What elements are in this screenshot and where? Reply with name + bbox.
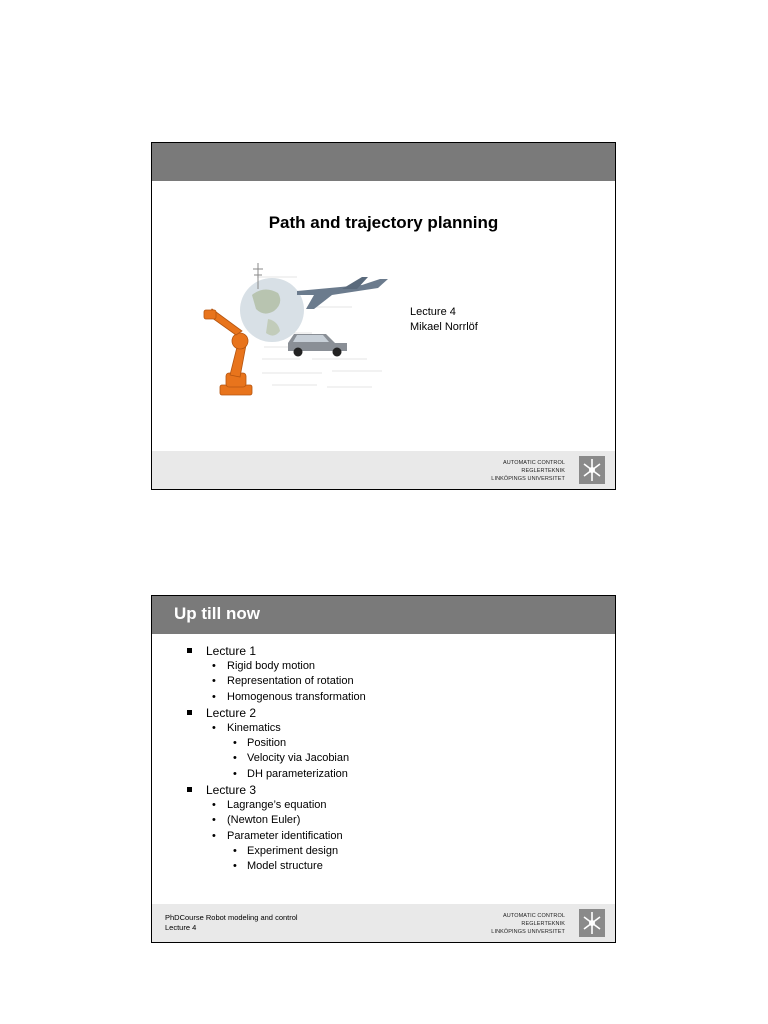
slide-footer-bar — [152, 904, 615, 942]
bullet-icon: • — [233, 752, 237, 765]
logo-text — [491, 459, 565, 483]
slide-footer-bar — [152, 451, 615, 489]
outline-subsubitem — [187, 859, 366, 874]
outline-item — [187, 705, 366, 721]
footer-lecture: Lecture 4 — [165, 923, 197, 932]
bullet-icon: • — [212, 690, 216, 703]
slide-title: Path and trajectory planning — [268, 213, 499, 232]
footer-text — [165, 913, 298, 933]
logo-text — [491, 912, 565, 936]
outline-subitem-label: (Newton Euler) — [227, 814, 301, 827]
logo-line-2: REGLERTEKNIK — [521, 921, 565, 927]
bullet-icon — [187, 787, 192, 792]
logo-line-3: LINKÖPINGS UNIVERSITET — [491, 929, 565, 935]
outline-item-label: Lecture 3 — [206, 783, 257, 798]
bullet-icon: • — [212, 829, 216, 842]
outline-subitem-label: Kinematics — [227, 721, 281, 734]
outline-item — [187, 643, 366, 659]
outline-subitem-label: Representation of rotation — [227, 675, 354, 688]
liu-emblem-icon — [579, 456, 605, 484]
outline-subitem-label: Lagrange’s equation — [227, 799, 327, 812]
cover-collage-image — [202, 255, 402, 415]
bullet-icon: • — [233, 737, 237, 750]
outline-subitem-label: Rigid body motion — [227, 660, 316, 672]
bullet-icon: • — [212, 814, 216, 827]
lecture-info — [410, 305, 478, 335]
lecture-outline — [187, 643, 366, 875]
outline-subitem — [187, 674, 366, 689]
footer-course: PhDCourse Robot modeling and control — [165, 913, 298, 922]
outline-subitem — [187, 813, 366, 828]
bullet-icon: • — [233, 767, 237, 780]
slide-title: Up till now — [174, 604, 260, 623]
outline-subsubitem — [187, 767, 366, 782]
logo-line-2: REGLERTEKNIK — [521, 468, 565, 474]
outline-subsubitem — [187, 751, 366, 766]
lecture-number: Lecture 4 — [410, 306, 456, 318]
outline-item — [187, 782, 366, 798]
logo-line-1: AUTOMATIC CONTROL — [503, 913, 565, 919]
bullet-icon — [187, 648, 192, 653]
outline-subsubitem-label: Velocity via Jacobian — [247, 752, 350, 765]
outline-subsubitem — [187, 844, 366, 859]
liu-emblem-icon — [579, 909, 605, 937]
outline-subitem-label: Homogenous transformation — [227, 690, 366, 703]
outline-subsubitem-label: DH parameterization — [247, 767, 348, 780]
bullet-icon: • — [212, 675, 216, 688]
author-name: Mikael Norrlöf — [410, 321, 478, 333]
outline-subitem — [187, 690, 366, 705]
logo-line-1: AUTOMATIC CONTROL — [503, 460, 565, 466]
bullet-icon: • — [233, 860, 237, 873]
outline-subsubitem-label: Model structure — [247, 860, 323, 873]
outline-subitem — [187, 798, 366, 813]
outline-subsubitem-label: Experiment design — [247, 844, 339, 857]
bullet-icon: • — [212, 721, 216, 734]
outline-subitem — [187, 829, 366, 844]
outline-item-label: Lecture 1 — [206, 644, 257, 658]
outline-slide — [151, 595, 616, 943]
outline-subitem — [187, 659, 366, 674]
outline-item-label: Lecture 2 — [206, 705, 257, 720]
slide-header-bar — [152, 596, 615, 634]
bullet-icon — [187, 710, 192, 715]
outline-subitem — [187, 721, 366, 736]
bullet-icon: • — [212, 660, 216, 672]
bullet-icon: • — [212, 799, 216, 812]
logo-line-3: LINKÖPINGS UNIVERSITET — [491, 476, 565, 482]
bullet-icon: • — [233, 844, 237, 857]
slide-header-bar — [152, 143, 615, 181]
outline-subsubitem — [187, 736, 366, 751]
outline-subsubitem-label: Position — [247, 737, 287, 750]
title-slide — [151, 142, 616, 490]
outline-subitem-label: Parameter identification — [227, 829, 343, 842]
